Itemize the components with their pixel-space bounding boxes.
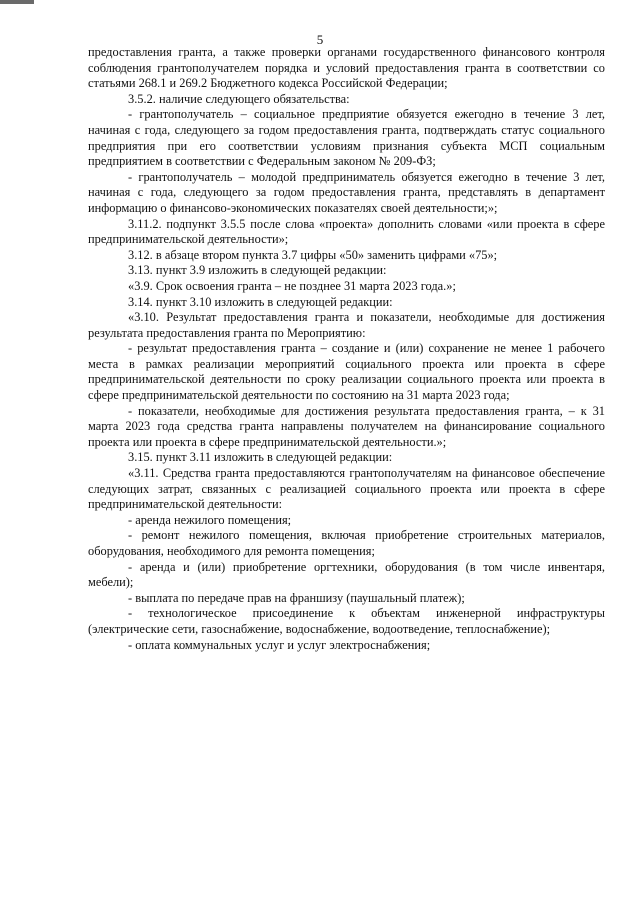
paragraph-p9: 3.14. пункт 3.10 изложить в следующей редакции: bbox=[128, 294, 393, 309]
paragraph-p5: 3.11.2. подпункт 3.5.5 после слова «проекта» дополнить словами «или проекта в сфере предпринимательской деятельности»; bbox=[88, 216, 605, 247]
paragraph-p10: «3.10. Результат предоставления гранта и показатели, необходимые для достижения результата предоставления гранта по Мероприятию: bbox=[88, 310, 605, 340]
paragraph-p13: 3.15. пункт 3.11 изложить в следующей редакции: bbox=[128, 450, 393, 465]
page-number: 5 bbox=[316, 32, 324, 47]
paragraph-p11: - результат предоставления гранта – создание и (или) сохранение не менее 1 рабочего места в рамках реализации мероприятий социального проекта или проекта в сфере предпринимательской деятельности по сроку реализации социального проекта или проекта в сфере предпринимательской деятельности по состоянию на 31 марта 2023 года; bbox=[88, 341, 605, 403]
paragraph-p4: - грантополучатель – молодой предприниматель обязуется ежегодно в течение 3 лет, начиная с года, следующего за годом предоставления гранта, представлять в департамент информацию о финансово-экономических показателях своей деятельности;»; bbox=[88, 169, 605, 215]
document-body bbox=[88, 45, 605, 653]
paragraph-p1: предоставления гранта, а также проверки органами государственного финансового контроля соблюдения грантополучателем порядка и условий предоставления гранта в соответствии со статьями 268.1 и 269.2 Бюджетного кодекса Российской Федерации; bbox=[88, 45, 605, 91]
paragraph-p12: - показатели, необходимые для достижения результата предоставления гранта, – к 31 марта 2023 года средства гранта направлены получателем на финансирование социального проекта или проекта в сфере предпринимательской деятельности.»; bbox=[88, 403, 605, 449]
paragraph-p7: 3.13. пункт 3.9 изложить в следующей редакции: bbox=[128, 263, 387, 278]
paragraph-p2: 3.5.2. наличие следующего обязательства: bbox=[128, 91, 350, 106]
paragraph-p6: 3.12. в абзаце втором пункта 3.7 цифры «50» заменить цифрами «75»; bbox=[128, 247, 498, 262]
paragraph-p16: - ремонт нежилого помещения, включая приобретение строительных материалов, оборудования, необходимого для ремонта помещения; bbox=[88, 528, 605, 558]
paragraph-p20: - оплата коммунальных услуг и услуг электроснабжения; bbox=[128, 637, 431, 652]
paragraph-p17: - аренда и (или) приобретение оргтехники, оборудования (в том числе инвентаря, мебели); bbox=[88, 559, 605, 590]
paragraph-p8: «3.9. Срок освоения гранта – не позднее 31 марта 2023 года.»; bbox=[128, 278, 456, 293]
scan-corner-mark bbox=[0, 0, 34, 4]
paragraph-p18: - выплата по передаче прав на франшизу (паушальный платеж); bbox=[128, 590, 465, 605]
paragraph-p3: - грантополучатель – социальное предприятие обязуется ежегодно в течение 3 лет, начиная с года, следующего за годом предоставления гранта, подтверждать статус социального предприятия при его соответствии условиям признания субъекта МСП социальным предприятием в соответствии с Федеральным законом № 209-ФЗ; bbox=[88, 107, 605, 169]
paragraph-p15: - аренда нежилого помещения; bbox=[128, 512, 292, 527]
paragraph-p14: «3.11. Средства гранта предоставляются грантополучателям на финансовое обеспечение следующих затрат, связанных с реализацией социального проекта или проекта в сфере предпринимательской деятельности: bbox=[88, 466, 605, 512]
paragraph-p19: - технологическое присоединение к объектам инженерной инфраструктуры (электрические сети, газоснабжение, водоснабжение, водоотведение, теплоснабжение); bbox=[88, 606, 605, 636]
